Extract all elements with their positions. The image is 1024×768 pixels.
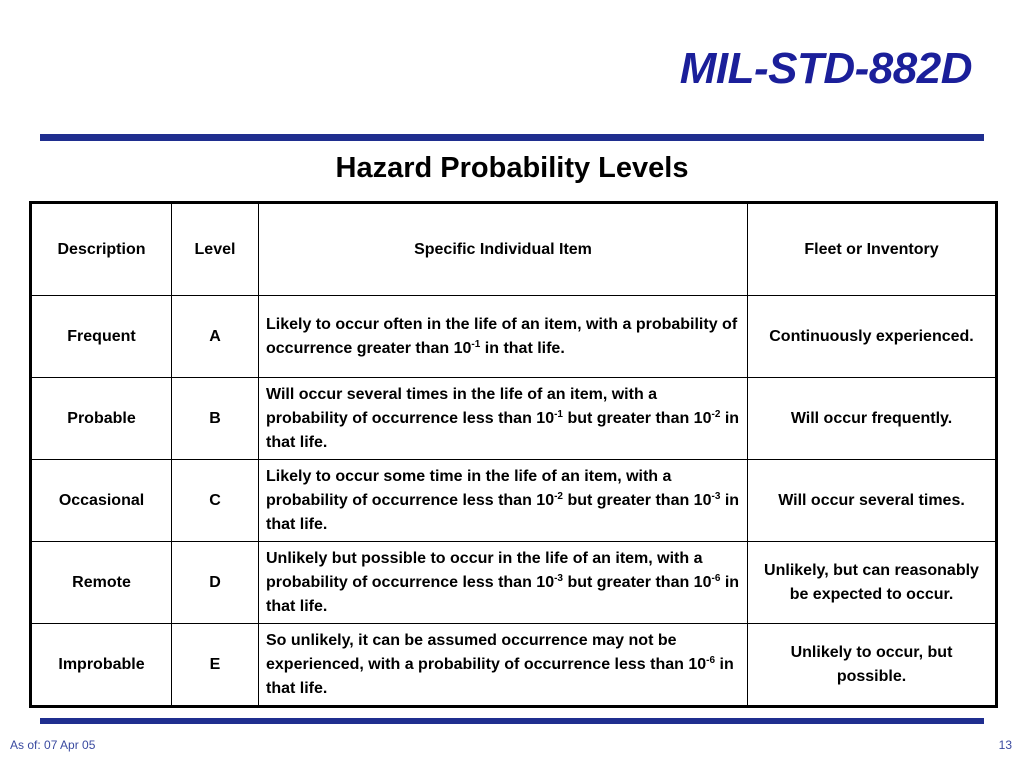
footer-date: As of: 07 Apr 05: [10, 738, 96, 752]
table-row: [31, 460, 997, 542]
cell-level: E: [172, 624, 259, 707]
header-fleet-inventory: Fleet or Inventory: [748, 203, 997, 296]
cell-fleet-inventory: Will occur several times.: [748, 460, 997, 542]
cell-specific-item: Likely to occur some time in the life of an item, with a probability of occurrence less than $10^{-2}$ but greater than $10^{-3}$ in that life.: [259, 460, 748, 542]
top-divider: [40, 134, 984, 141]
table-row: [31, 378, 997, 460]
cell-level: C: [172, 460, 259, 542]
table-heading: Hazard Probability Levels: [335, 152, 689, 184]
cell-description: Probable: [31, 378, 172, 460]
cell-level: D: [172, 542, 259, 624]
table-header-row: [31, 203, 997, 296]
table-row: [31, 296, 997, 378]
header-description: Description: [31, 203, 172, 296]
table-row: [31, 624, 997, 707]
page-number: 13: [998, 738, 1012, 752]
cell-specific-item: Likely to occur often in the life of an item, with a probability of occurrence greater than $10^{-1}$ in that life.: [259, 296, 748, 378]
slide-title: MIL-STD-882D: [679, 44, 972, 93]
hazard-probability-table: [29, 201, 998, 708]
cell-level: B: [172, 378, 259, 460]
cell-description: Remote: [31, 542, 172, 624]
cell-fleet-inventory: Unlikely, but can reasonably be expected to occur.: [748, 542, 997, 624]
cell-specific-item: So unlikely, it can be assumed occurrence may not be experienced, with a probability of occurrence less than $10^{-6}$ in that life.: [259, 624, 748, 707]
cell-description: Improbable: [31, 624, 172, 707]
cell-specific-item: Will occur several times in the life of an item, with a probability of occurrence less than $10^{-1}$ but greater than $10^{-2}$ in that life.: [259, 378, 748, 460]
cell-fleet-inventory: Will occur frequently.: [748, 378, 997, 460]
bottom-divider: [40, 718, 984, 724]
cell-level: A: [172, 296, 259, 378]
cell-description: Occasional: [31, 460, 172, 542]
header-level: Level: [172, 203, 259, 296]
cell-description: Frequent: [31, 296, 172, 378]
cell-specific-item: Unlikely but possible to occur in the life of an item, with a probability of occurrence less than $10^{-3}$ but greater than $10^{-6}$ in that life.: [259, 542, 748, 624]
header-specific-item: Specific Individual Item: [259, 203, 748, 296]
table-row: [31, 542, 997, 624]
cell-fleet-inventory: Continuously experienced.: [748, 296, 997, 378]
cell-fleet-inventory: Unlikely to occur, but possible.: [748, 624, 997, 707]
